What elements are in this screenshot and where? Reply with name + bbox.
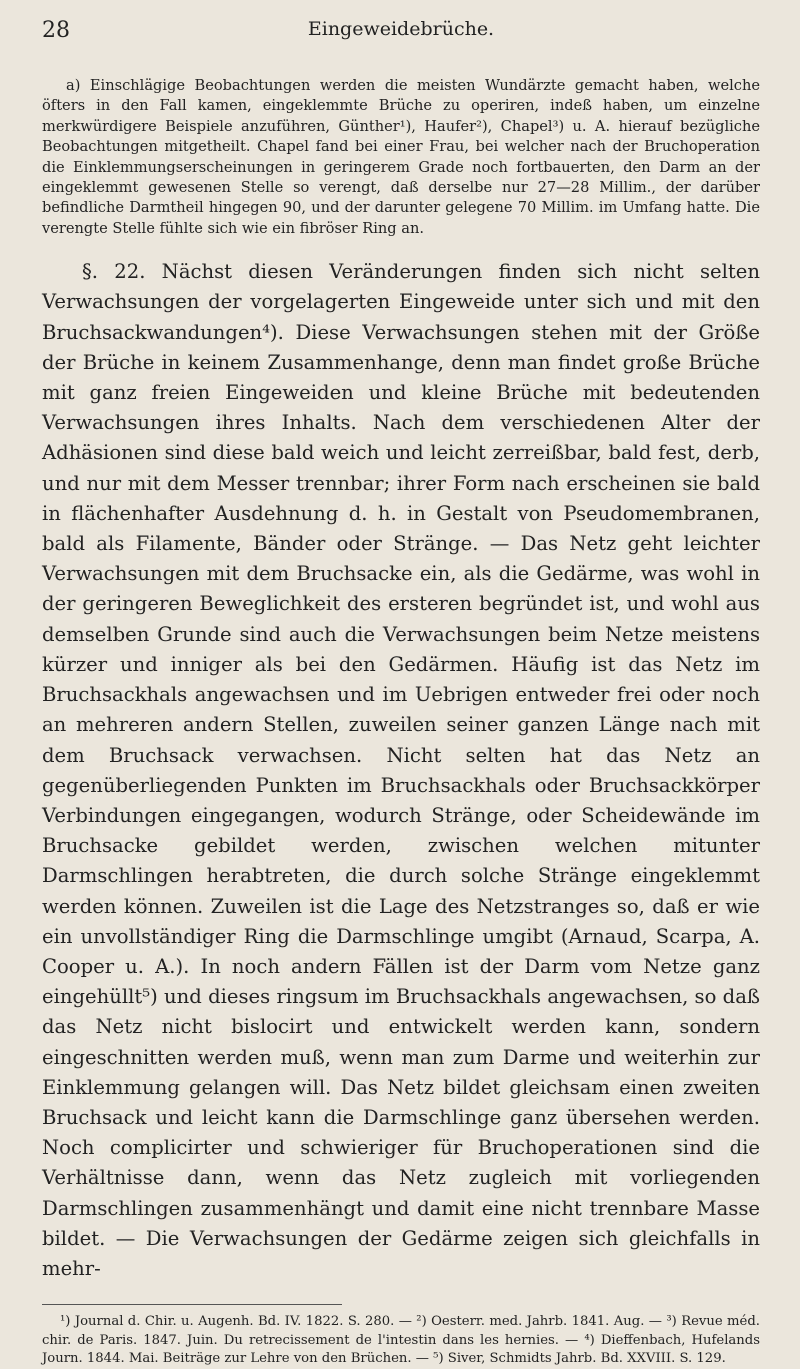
page bbox=[0, 18, 800, 1367]
running-title: Eingeweidebrüche. bbox=[307, 18, 495, 40]
page-header bbox=[42, 18, 760, 52]
footnotes bbox=[42, 1313, 760, 1369]
footnote-divider bbox=[42, 1304, 342, 1305]
footnote-block: ¹) Journal d. Chir. u. Augenh. Bd. IV. 1822. S. 280. — ²) Oesterr. med. Jahrb. 1841. Aug. — ³) Revue méd. chir. de Paris. 1847. Juin. Du retrecissement de l'intestin dans les hernies. — ⁴) Dieffenbach, Hufelands Journ. 1844. Mai. Beiträge zur Lehre von den Brüchen. — ⁵) Siver, Schmidts Jahrb. Bd. XXVIII. S. 129. bbox=[42, 1314, 760, 1367]
body-text bbox=[42, 76, 760, 1284]
paragraph-a: a) Einschlägige Beobachtungen werden die meisten Wundärzte gemacht haben, welche öfters in den Fall kamen, eingeklemmte Brüche zu operiren, indeß haben, um einzelne merkwürdigere Beispiele anzuführen, Günther¹), Haufer²), Chapel³) u. A. hierauf bezügliche Beobachtungen mitgetheilt. Chapel fand bei einer Frau, bei welcher nach der Bruchoperation die Einklemmungserscheinungen in geringerem Grade noch fortbauerten, den Darm an der eingeklemmt gewesenen Stelle so verengt, daß derselbe nur 27—28 Millim., der darüber befindliche Darmtheil hingegen 90, und der darunter gelegene 70 Millim. im Umfang hatte. Die verengte Stelle fühlte sich wie ein fibröser Ring an. bbox=[42, 77, 760, 237]
page-number: 28 bbox=[42, 18, 70, 43]
section-22-paragraph: §. 22. Nächst diesen Veränderungen finden sich nicht selten Verwachsungen der vorgelagerten Eingeweide unter sich und mit den Bruchsackwandungen⁴). Diese Verwachsungen stehen mit der Größe der Brüche in keinem Zusammenhange, denn man findet große Brüche mit ganz freien Eingeweiden und kleine Brüche mit bedeutenden Verwachsungen ihres Inhalts. Nach dem verschiedenen Alter der Adhäsionen sind diese bald weich und leicht zerreißbar, bald fest, derb, und nur mit dem Messer trennbar; ihrer Form nach erscheinen sie bald in flächenhafter Ausdehnung d. h. in Gestalt von Pseudomembranen, bald als Filamente, Bänder oder Stränge. — Das Netz geht leichter Verwachsungen mit dem Bruchsacke ein, als die Gedärme, was wohl in der geringeren Beweglichkeit des ersteren begründet ist, und wohl aus demselben Grunde sind auch die Verwachsungen beim Netze meistens kürzer und inniger als bei den Gedärmen. Häufig ist das Netz im Bruchsackhals angewachsen und im Uebrigen entweder frei oder noch an mehreren andern Stellen, zuweilen seiner ganzen Länge nach mit dem Bruchsack verwachsen. Nicht selten hat das Netz an gegenüberliegenden Punkten im Bruchsackhals oder Bruchsackkörper Verbindungen eingegangen, wodurch Stränge, oder Scheidewände im Bruchsacke gebildet werden, zwischen welchen mitunter Darmschlingen herabtreten, die durch solche Stränge eingeklemmt werden können. Zuweilen ist die Lage des Netzstranges so, daß er wie ein unvollständiger Ring die Darmschlinge umgibt (Arnaud, Scarpa, A. Cooper u. A.). In noch andern Fällen ist der Darm vom Netze ganz eingehüllt⁵) und dieses ringsum im Bruchsackhals angewachsen, so daß das Netz nicht bislocirt und entwickelt werden kann, sondern eingeschnitten werden muß, wenn man zum Darme und weiterhin zur Einklemmung gelangen will. Das Netz bildet gleichsam einen zweiten Bruchsack und leicht kann die Darmschlinge ganz übersehen werden. Noch complicirter und schwieriger für Bruchoperationen sind die Verhältnisse dann, wenn das Netz zugleich mit vorliegenden Darmschlingen zusammenhängt und damit eine nicht trennbare Masse bildet. — Die Verwachsungen der Gedärme zeigen sich gleichfalls in mehr- bbox=[42, 260, 760, 1280]
